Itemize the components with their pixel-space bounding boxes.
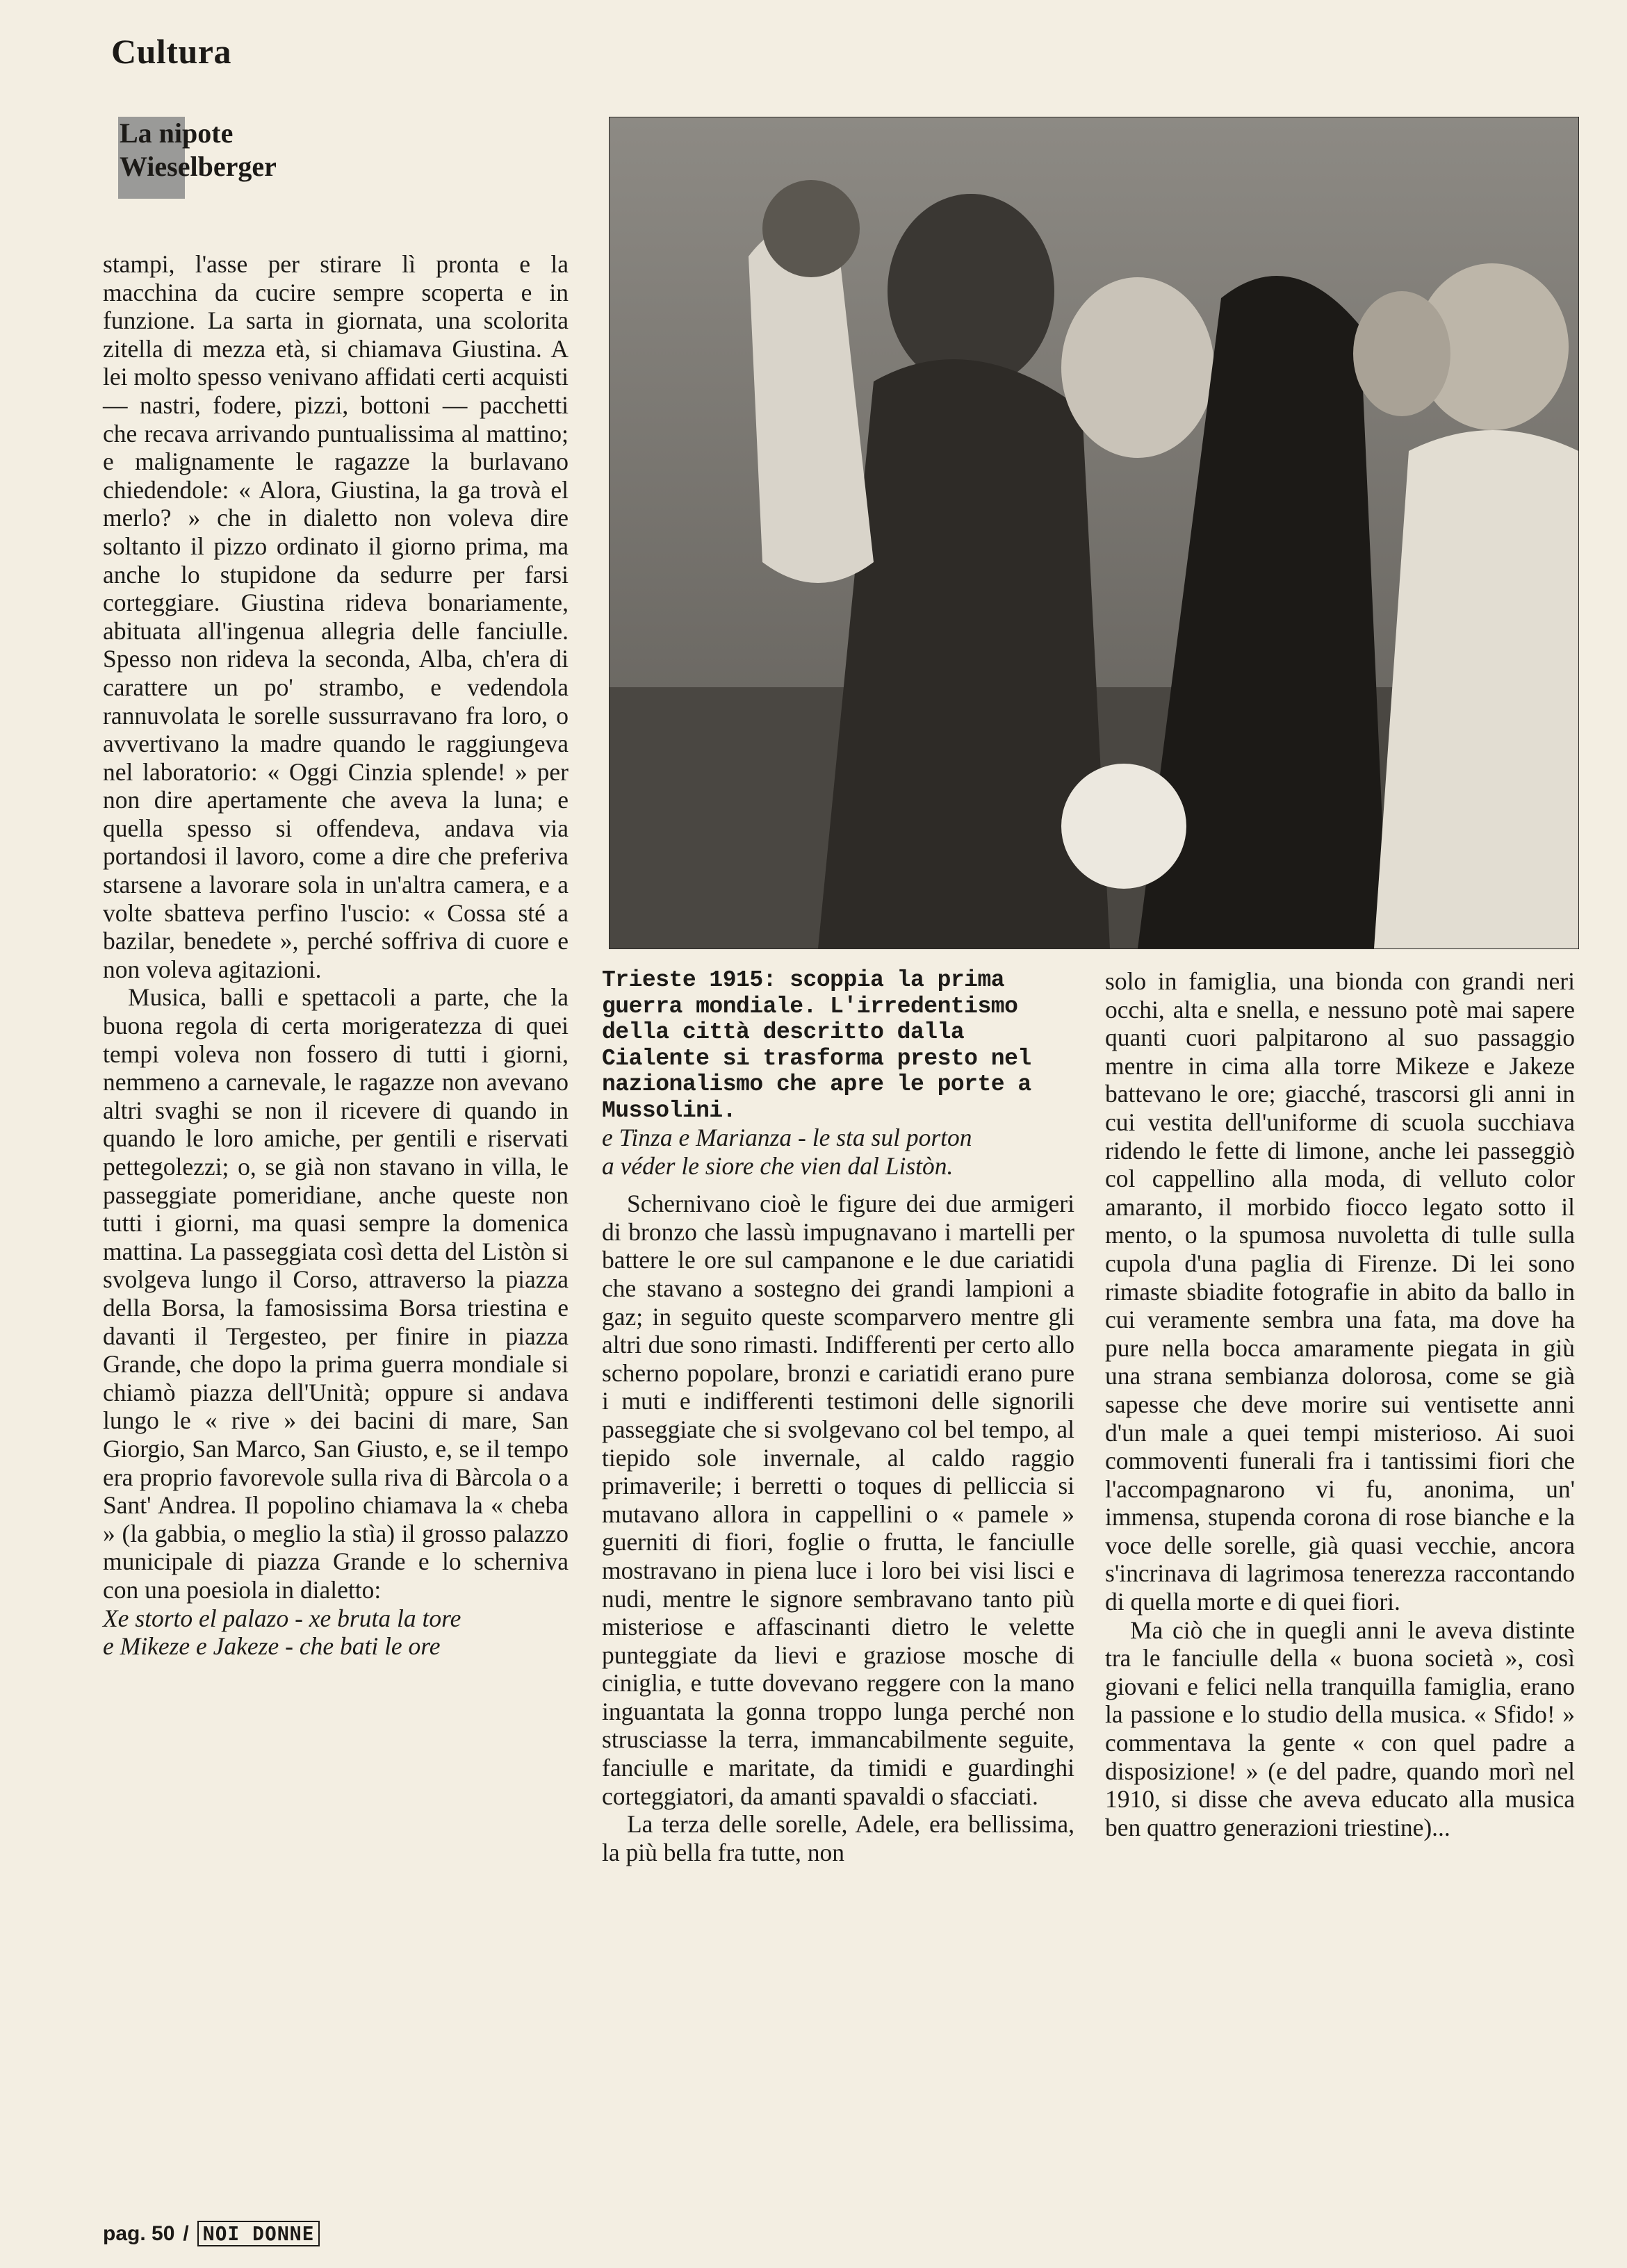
photo-caption: Trieste 1915: scoppia la prima guerra mondiale. L'irredentismo della città descritto dalla Cialente si trasforma presto nel nazionalismo che apre le porte a Mussolini. bbox=[602, 967, 1031, 1124]
article-header bbox=[111, 117, 277, 183]
column2-paragraph-2: La terza delle sorelle, Adele, era bellissima, la più bella fra tutte, non bbox=[602, 1810, 1074, 1866]
column-2 bbox=[602, 967, 1074, 1866]
historical-photo bbox=[609, 117, 1579, 949]
column-1 bbox=[103, 250, 569, 1661]
header-line-2: Wieselberger bbox=[120, 151, 277, 182]
column1-paragraph-1: stampi, l'asse per stirare lì pronta e la macchina da cucire sempre scoperta e in funzione. La sarta in giornata, una scolorita zitella di mezza età, si chiamava Giustina. A lei molto spesso venivano affidati certi acquisti — nastri, fodere, pizzi, bottoni — pacchetti che recava arrivando puntualissima al mattino; e malignamente le ragazze la burlavano chiedendole: « Alora, Giustina, la ga trovà el merlo? » che in dialetto non voleva dire soltanto il pizzo ordinato il giorno prima, ma anche lo stupidone da sedurre per farsi corteggiare. Giustina rideva bonariamente, abituata all'ingenua allegria delle fanciulle. Spesso non rideva la seconda, Alba, ch'era di carattere un po' strambo, e vedendola rannuvolata le sorelle sussurravano fra loro, o avvertivano la madre quando le raggiungeva nel laboratorio: « Oggi Cinzia splende! » per non dire apertamente che aveva la luna; e quella spesso si offendeva, andava via portandosi il lavoro, come a dire che preferiva starsene a lavorare sola in un'altra camera, e a volte sbatteva perfino l'uscio: « Cossa sté a bazilar, benedete », perché soffriva di cuore e non voleva agitazioni. bbox=[103, 250, 569, 983]
verse-1-line-1: Xe storto el palazo - xe bruta la tore bbox=[103, 1604, 461, 1632]
column3-paragraph-2: Ma ciò che in quegli anni le aveva distinte tra le fanciulle della « buona società », così giovani e felici nella tranquilla famiglia, erano la passione e lo studio della musica. « Sfido! » commentava la gente « con quel padre a disposizione! » (e del padre, quando morì nel 1910, si disse che aveva educato alla musica ben quattro generazioni triestine)... bbox=[1105, 1616, 1575, 1841]
page-footer bbox=[103, 2221, 320, 2246]
footer-separator: / bbox=[183, 2221, 189, 2245]
column3-paragraph-1: solo in famiglia, una bionda con grandi neri occhi, alta e snella, e nessuno potè mai sapere quanti cuori palpitarono al suo passaggio mentre in cima alla torre Mikeze e Jakeze battevano le ore; giacché, trascorsi gli anni in cui vestita dell'uniforme di scuola succhiava ridendo le fette di limone, anche lei passeggiò col cappellino alla moda, di velluto color amaranto, il morbido fiocco legato sotto il mento, o la spumosa nuvoletta di tulle sulla cupola d'una paglia di Firenze. Di lei sono rimaste sbiadite fotografie in abito da ballo in cui veramente sembra una fata, ma dove ha pure nella bocca amaramente piegata in giù una strana sembianza dolorosa, come se già sapesse che deve morire sui ventisette anni d'un male a quei tempi misterioso. Ai suoi commoventi funerali fra i tantissimi fiori che l'accompagnarono vi fu, anonima, un' immensa, stupenda corona di rose bianche e la voce delle sorelle, già quasi vecchie, ancora s'incrinava di lagrimosa tenerezza raccontando di quella morte e di quei fiori. bbox=[1105, 967, 1575, 1616]
section-label: Cultura bbox=[111, 32, 231, 71]
column-3 bbox=[1105, 967, 1575, 1841]
column2-paragraph-1: Schernivano cioè le figure dei due armigeri di bronzo che lassù impugnavano i martelli per battere le ore sul campanone e le due cariatidi che stavano a sostegno dei grandi lampioni a gaz; in seguito queste scomparvero mentre gli altri due sono rimasti. Indifferenti per certo allo scherno popolare, bronzi e cariatidi erano pure i muti e indifferenti testimoni delle signorili passeggiate che si svolgevano col bel tempo, al tiepido sole invernale, al caldo raggio primaverile; i berretti o toques di pelliccia si mutavano allora in cappellini o « pamele » guerniti di fiori, foglie o frutta, le fanciulle mostravano in piena luce i loro bei visi lisci e nudi, mentre le signore sembravano tanto più misteriose e affascinanti dietro le velette punteggiate da lievi e graziose mosche di ciniglia, e tutte dovevano reggere con la mano inguantata la gonna troppo lunga perché non strusciasse la terra, immancabilmente seguite, fanciulle e maritate, da timidi e guardinghi corteggiatori, da amanti spavaldi o sfacciati. bbox=[602, 1190, 1074, 1810]
magazine-logo: NOI DONNE bbox=[197, 2221, 320, 2246]
photo-illustration bbox=[610, 117, 1578, 948]
verse-1-line-2: e Mikeze e Jakeze - che bati le ore bbox=[103, 1632, 441, 1661]
page-number: pag. 50 bbox=[103, 2221, 175, 2245]
verse-2 bbox=[602, 1124, 1074, 1180]
verse-1 bbox=[103, 1604, 569, 1661]
verse-2-line-2: a véder le siore che vien dal Listòn. bbox=[602, 1151, 954, 1180]
verse-2-line-1: e Tinza e Marianza - le sta sul porton bbox=[602, 1124, 972, 1151]
header-line-1: La nipote bbox=[120, 117, 234, 149]
column1-paragraph-2: Musica, balli e spettacoli a parte, che la buona regola di certa morigeratezza di quei tempi voleva non fossero di tutti i giorni, nemmeno a carnevale, le ragazze non avevano altri svaghi se non il ricevere di quando in quando le loro amiche, per gentili e riservati pettegolezzi; o, se già non stavano in villa, le passeggiate pomeridiane, anche queste non tutti i giorni, ma quasi sempre la domenica mattina. La passeggiata così detta del Listòn si svolgeva lungo il Corso, attraverso la piazza della Borsa, la famosissima Borsa triestina e davanti il Tergesteo, per finire in piazza Grande, che dopo la prima guerra mondiale si chiamò piazza dell'Unità; oppure si andava lungo le « rive » dei bacini di mare, San Giorgio, San Marco, San Giusto, e, se il tempo era proprio favorevole sulla riva di Bàrcola o a Sant' Andrea. Il popolino chiamava la « cheba » (la gabbia, o meglio la stìa) il grosso palazzo municipale di piazza Grande e lo scherniva con una poesiola in dialetto: bbox=[103, 983, 569, 1604]
